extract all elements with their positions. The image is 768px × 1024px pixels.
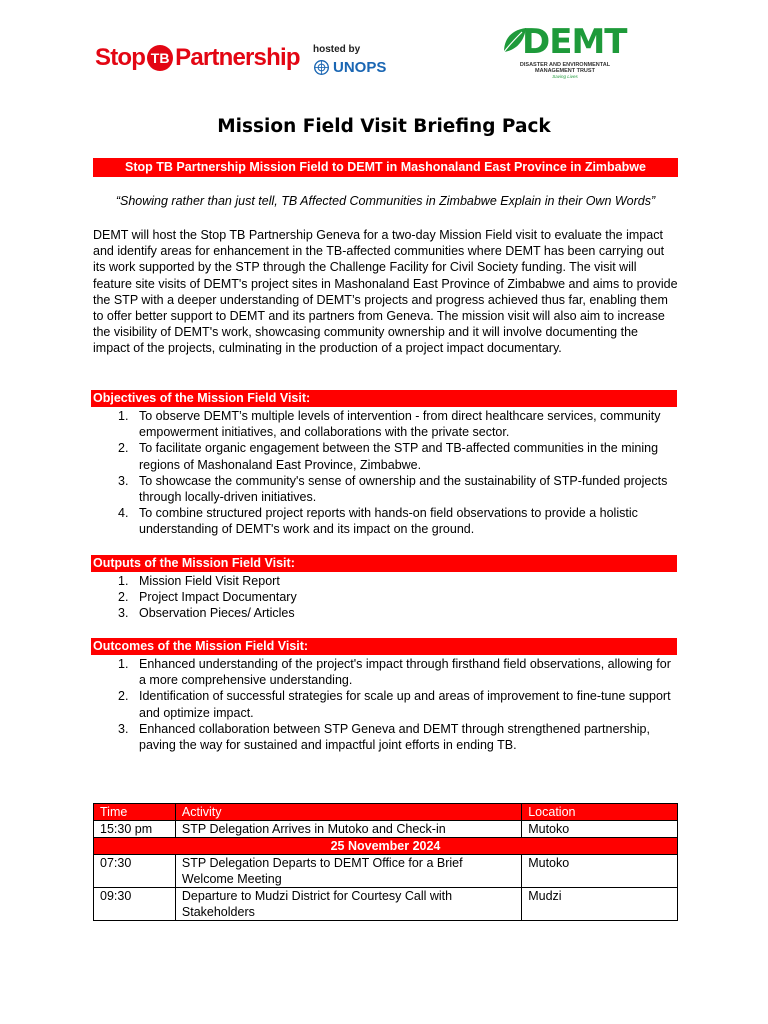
column-header-activity: Activity xyxy=(175,804,521,821)
list-item xyxy=(93,605,679,621)
page-title: Mission Field Visit Briefing Pack xyxy=(217,116,551,137)
hosted-by-label: hosted by xyxy=(313,44,361,55)
unops-logo xyxy=(313,59,386,76)
outcomes-heading: Outcomes of the Mission Field Visit: xyxy=(91,638,677,655)
cell-location: Mudzi xyxy=(522,888,678,921)
table-row xyxy=(94,855,678,888)
list-item xyxy=(93,573,679,589)
cell-location: Mutoko xyxy=(522,821,678,838)
list-text: Project Impact Documentary xyxy=(139,590,297,605)
demt-logo-subtitle: DISASTER AND ENVIRONMENTAL MANAGEMENT TRUST xyxy=(519,62,611,74)
cell-activity: STP Delegation Departs to DEMT Office for a Brief Welcome Meeting xyxy=(175,855,521,888)
list-item xyxy=(93,505,679,537)
stb-logo-word-stop: Stop xyxy=(95,44,146,71)
list-number: 2. xyxy=(118,590,129,605)
list-number: 3. xyxy=(118,606,129,621)
list-item xyxy=(93,721,679,753)
list-number: 1. xyxy=(118,574,129,588)
list-item xyxy=(93,440,679,472)
list-number: 1. xyxy=(118,657,129,671)
cell-activity: Departure to Mudzi District for Courtesy Call with Stakeholders xyxy=(175,888,521,921)
mission-banner: Stop TB Partnership Mission Field to DEMT in Mashonaland East Province in Zimbabwe xyxy=(93,158,678,177)
list-number: 2. xyxy=(118,441,129,456)
demt-logo-tagline: Saving Lives xyxy=(552,74,578,79)
table-row xyxy=(94,821,678,838)
list-item xyxy=(93,473,679,505)
stop-tb-partnership-logo xyxy=(95,44,300,72)
list-text: Enhanced understanding of the project's impact through firsthand field observations, allowing for a more comprehensive understanding. xyxy=(139,657,671,688)
list-item xyxy=(93,589,679,605)
list-number: 1. xyxy=(118,409,129,423)
outputs-list xyxy=(93,573,679,622)
list-text: Enhanced collaboration between STP Geneva and DEMT through strengthened partnership, paving the way for sustained and impactful joint efforts in ending TB. xyxy=(139,721,650,753)
date-row xyxy=(94,838,678,855)
outputs-heading: Outputs of the Mission Field Visit: xyxy=(91,555,677,572)
stb-logo-tb-circle: TB xyxy=(147,45,173,71)
list-text: Identification of successful strategies for scale up and areas of improvement to fine-tune support and optimize impact. xyxy=(139,689,671,720)
cell-time: 15:30 pm xyxy=(94,821,176,838)
list-text: To observe DEMT’s multiple levels of intervention - from direct healthcare services, community empowerment initiatives, and collaborations with the private sector. xyxy=(139,409,661,440)
demt-logo xyxy=(500,22,626,82)
cell-location: Mutoko xyxy=(522,855,678,888)
table-row xyxy=(94,888,678,921)
page-header xyxy=(0,0,768,100)
objectives-list xyxy=(93,408,679,538)
list-number: 4. xyxy=(118,506,129,521)
table-header-row xyxy=(94,804,678,821)
list-text: To showcase the community's sense of ownership and the sustainability of STP-funded projects through locally-driven initiatives. xyxy=(139,473,668,505)
list-item xyxy=(93,408,679,440)
date-cell: 25 November 2024 xyxy=(94,838,678,855)
un-emblem-icon xyxy=(313,59,330,76)
demt-logo-text: DEMT xyxy=(522,22,627,62)
objectives-heading: Objectives of the Mission Field Visit: xyxy=(91,390,677,407)
list-text: To combine structured project reports with hands-on field observations to provide a holistic understanding of DEMT's work and its impact on the ground. xyxy=(139,506,638,537)
list-text: Mission Field Visit Report xyxy=(139,574,280,588)
list-item xyxy=(93,656,679,688)
outcomes-list xyxy=(93,656,679,753)
list-number: 3. xyxy=(118,473,129,488)
list-text: Observation Pieces/ Articles xyxy=(139,606,295,621)
list-number: 2. xyxy=(118,689,129,704)
intro-paragraph: DEMT will host the Stop TB Partnership Geneva for a two-day Mission Field visit to evaluate the impact and identify areas for enhancement in the TB-affected communities where DEMT has been carrying out its work supported by the STP through the Challenge Facility for Civil Society funding. The visit will feature site visits of DEMT's project sites in Mashonaland East Province of Zimbabwe and aims to provide the STP with a deeper understanding of DEMT’s projects and progress achieved thus far, enabling them to offer better support to DEMT and its partners from Geneva. The mission visit will also aim to increase the visibility of DEMT's work, showcasing community ownership and it will involve documenting the impact of the projects, culminating in the production of a project impact documentary. xyxy=(93,228,678,356)
cell-time: 07:30 xyxy=(94,855,176,888)
cell-time: 09:30 xyxy=(94,888,176,921)
column-header-location: Location xyxy=(522,804,678,821)
list-number: 3. xyxy=(118,721,129,736)
quote: “Showing rather than just tell, TB Affected Communities in Zimbabwe Explain in their Own Words” xyxy=(115,194,656,208)
stb-logo-word-partnership: Partnership xyxy=(175,44,300,71)
cell-activity: STP Delegation Arrives in Mutoko and Check-in xyxy=(175,821,521,838)
column-header-time: Time xyxy=(94,804,176,821)
schedule-table xyxy=(93,803,678,921)
list-text: To facilitate organic engagement between the STP and TB-affected communities in the mining regions of Mashonaland East Province, Zimbabwe. xyxy=(139,441,659,472)
unops-text: UNOPS xyxy=(333,59,387,76)
list-item xyxy=(93,688,679,720)
